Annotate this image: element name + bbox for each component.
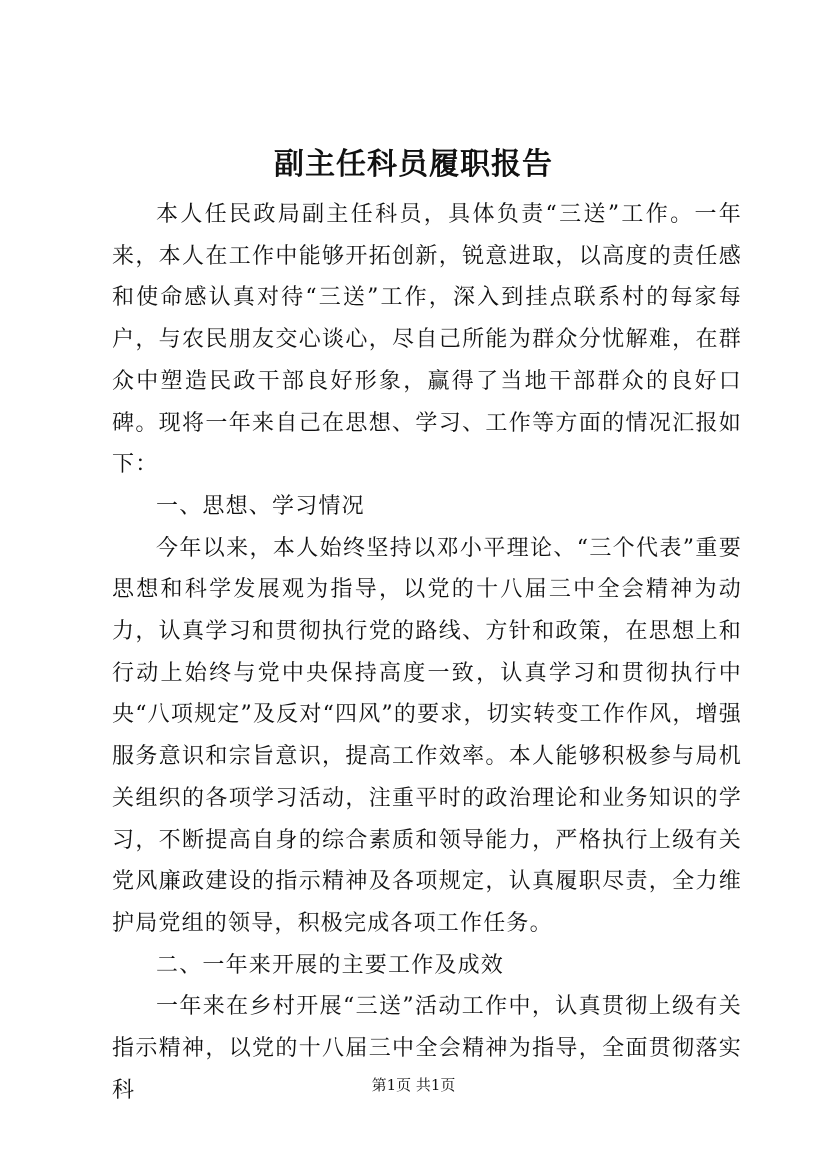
document-title: 副主任科员履职报告 xyxy=(274,147,553,182)
section-heading-thought-study: 一、思想、学习情况 xyxy=(156,493,365,519)
main-work-paragraph: 一年来在乡村开展“三送”活动工作中，认真贯彻上级有关指示精神，以党的十八届三中全会精神为指导，全面贯彻落实科 xyxy=(112,994,742,1103)
page-footer: 第1页 共1页 xyxy=(371,1076,456,1094)
intro-paragraph: 本人任民政局副主任科员，具体负责“三送”工作。一年来，本人在工作中能够开拓创新，锐意进取，以高度的责任感和使命感认真对待“三送”工作，深入到挂点联系村的每家每户，与农民朋友交心谈心，尽自己所能为群众分忧解难，在群众中塑造民政干部良好形象，赢得了当地干部群众的良好口碑。现将一年来自己在思想、学习、工作等方面的情况汇报如下： xyxy=(112,202,742,478)
section-heading-main-work: 二、一年来开展的主要工作及成效 xyxy=(156,952,505,978)
document-body xyxy=(112,194,742,1111)
thought-study-paragraph: 今年以来，本人始终坚持以邓小平理论、“三个代表”重要思想和科学发展观为指导，以党的十八届三中全会精神为动力，认真学习和贯彻执行党的路线、方针和政策，在思想上和行动上始终与党中央保持高度一致，认真学习和贯彻执行中央“八项规定”及反对“四风”的要求，切实转变工作作风，增强服务意识和宗旨意识，提高工作效率。本人能够积极参与局机关组织的各项学习活动，注重平时的政治理论和业务知识的学习，不断提高自身的综合素质和领导能力，严格执行上级有关党风廉政建设的指示精神及各项规定，认真履职尽责，全力维护局党组的领导，积极完成各项工作任务。 xyxy=(112,535,742,936)
